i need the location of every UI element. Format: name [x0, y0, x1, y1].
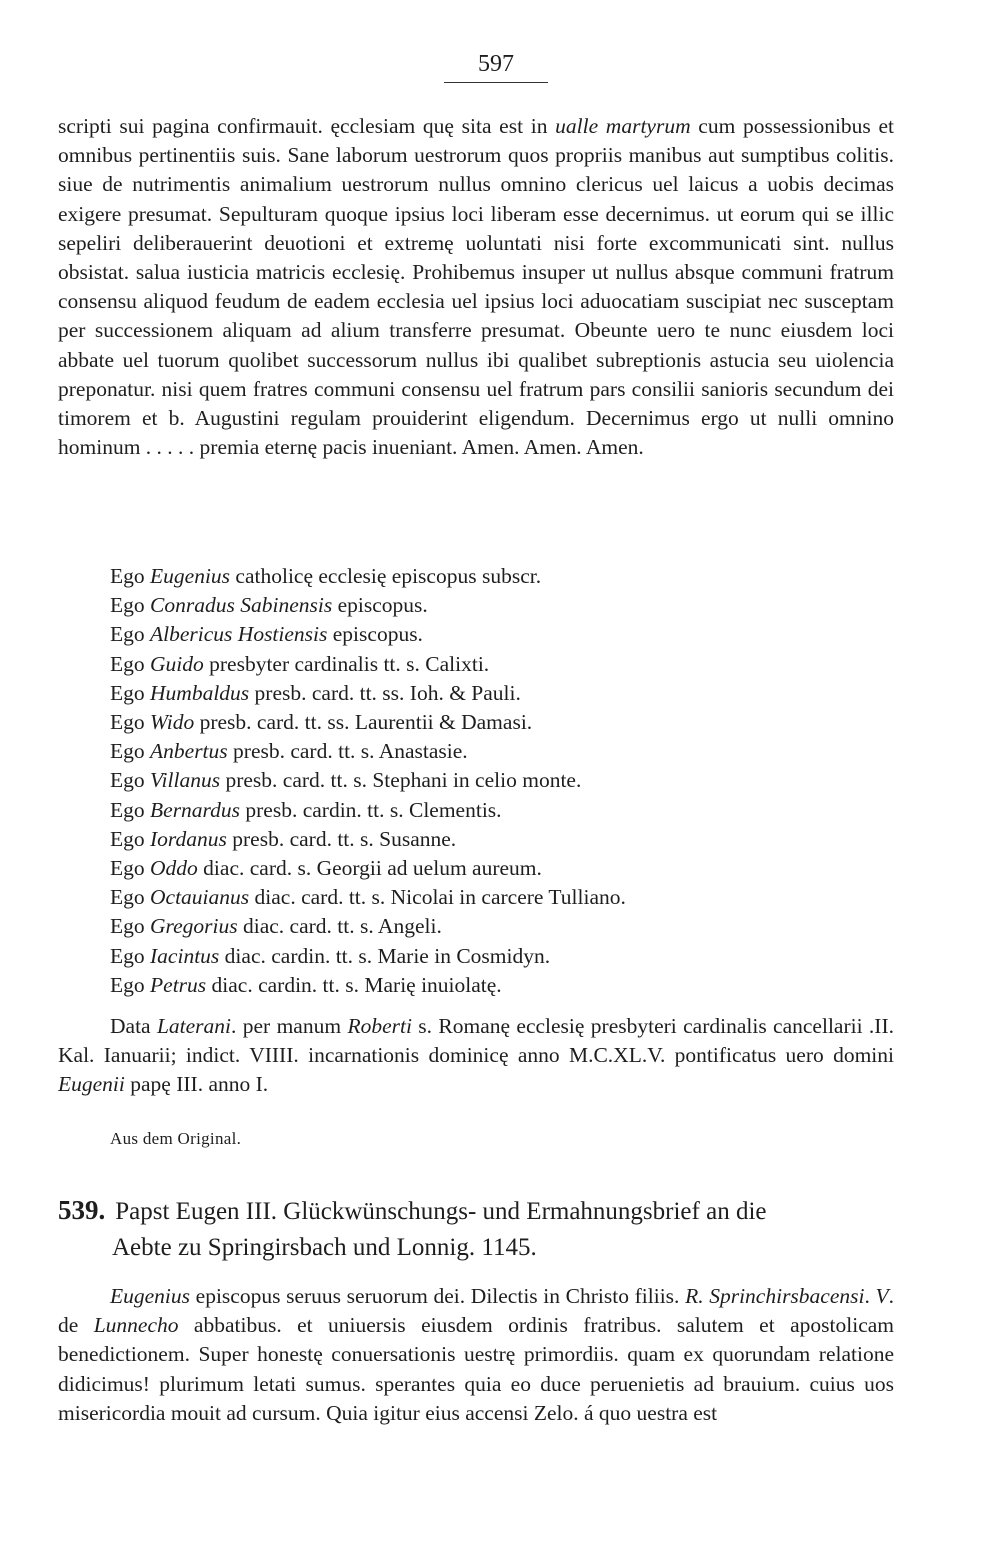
- signatory-name: Anbertus: [150, 739, 228, 764]
- signature-line: Ego Bernardus presb. cardin. tt. s. Clementis.: [110, 797, 502, 822]
- signatory-name: Villanus: [150, 768, 221, 793]
- place-name: Lunnecho: [93, 1313, 179, 1338]
- signature-line: Ego Iordanus presb. card. tt. s. Susanne.: [110, 826, 457, 851]
- person-name: Eugenius: [110, 1284, 191, 1308]
- signatory-name: Bernardus: [150, 797, 240, 822]
- place-name: ualle martyrum: [555, 114, 691, 138]
- signatory-name: Wido: [150, 710, 195, 735]
- signature-line: Ego Villanus presb. card. tt. s. Stephani in celio monte.: [110, 768, 582, 793]
- text-run: cum possessionibus et omnibus pertinentiis suis. Sane laborum uestrorum quos propriis manibus aut sumptibus colitis. siue de nutrimentis animalium uestrorum nullus omnino clericus uel laicus a uobis decimas exigere presumat. Sepulturam quoque ipsius loci liberam esse decernimus. ut eorum qui se illic sepeliri deliberauerint deuotioni et extremę uoluntati nisi forte excommunicati sint. nullus obsistat. salua iusticia matricis ecclesię. Prohibemus insuper ut nullus absque communi fratrum consensu aliquod feudum de eadem ecclesia uel ipsius loci aduocatiam suscipiat nec susceptam per successionem aliquam ad alium transferre presumat. Obeunte uero te nunc eiusdem loci abbate uel tuorum quolibet successorum nullus ibi qualibet subreptionis astucia seu uiolencia preponatur. nisi quem fratres communi consensu uel fratrum pars consilii sanioris secundum dei timorem et b. Augustini regulam prouiderint eligendum. Decernimus ergo ut nulli omnino hominum . . . . . premia eternę pacis inueniant. Amen. Amen. Amen.: [58, 114, 894, 460]
- heading-title-line: Aebte zu Springirsbach und Lonnig. 1145.: [112, 1234, 537, 1261]
- signatory-name: Oddo: [150, 856, 198, 881]
- signature-line: Ego Petrus diac. cardin. tt. s. Marię inuiolatę.: [110, 972, 502, 997]
- letter-body-paragraph: Eugenius episcopus seruus seruorum dei. Dilectis in Christo filiis. R. Sprinchirsbacensi. V. de Lunnecho abbatibus. et uniuersis eiusdem ordinis fratribus. salutem et apostolicam benedictionem. Super honestę conuersationis uestrę primordiis. quam ex quorundam relatione didicimus! plurimum letati sumus. sperantes quia eo duce peruenietis ad brauium. cuius uos misericordia mouit ad cursum. Quia igitur eius accensi Zelo. á quo uestra est: [58, 1284, 895, 1425]
- text-run: scripti sui pagina confirmauit. ęcclesiam quę sita est in: [58, 114, 556, 138]
- signatory-name: Humbaldus: [150, 680, 250, 705]
- dating-clause: Data Laterani. per manum Roberti s. Romanę ecclesię presbyteri cardinalis cancellarii .II. Kal. Ianuarii; indict. VIIII. incarnationis dominicę anno M.C.XL.V. pontificatus uero domini Eugenii papę III. anno I.: [58, 1014, 894, 1097]
- document-number: 539.: [58, 1195, 106, 1225]
- signatory-name: Iacintus: [150, 943, 220, 968]
- person-name: R. Sprinchirsbacensi: [685, 1284, 865, 1308]
- person-name: Roberti: [347, 1014, 412, 1038]
- person-name: Eugenii: [58, 1072, 125, 1097]
- signatory-name: Eugenius: [150, 564, 231, 588]
- signature-line: Ego Albericus Hostiensis episcopus.: [110, 622, 423, 647]
- signature-line: Ego Octauianus diac. card. tt. s. Nicolai in carcere Tulliano.: [110, 885, 626, 910]
- charter-body-paragraph: [58, 112, 894, 462]
- signature-line: Ego Wido presb. card. tt. ss. Laurentii & Damasi.: [110, 710, 533, 735]
- signature-line: Ego Humbaldus presb. card. tt. ss. Ioh. & Pauli.: [110, 680, 521, 705]
- signature-line: Ego Guido presbyter cardinalis tt. s. Calixti.: [110, 651, 490, 676]
- place-name: Laterani: [156, 1014, 232, 1038]
- page-number: 597: [444, 50, 548, 83]
- signatory-name: Iordanus: [150, 826, 227, 851]
- signature-line: Ego Gregorius diac. card. tt. s. Angeli.: [110, 914, 442, 939]
- signature-line: Ego Anbertus presb. card. tt. s. Anastasie.: [110, 739, 468, 764]
- document-heading: [58, 1192, 898, 1266]
- signatory-name: Gregorius: [150, 914, 238, 939]
- signatory-name: Octauianus: [150, 885, 250, 910]
- signatory-name: Conradus Sabinensis: [150, 593, 333, 618]
- heading-title-line: Papst Eugen III. Glückwünschungs- und Ermahnungsbrief an die: [115, 1198, 767, 1225]
- signatory-name: Guido: [150, 651, 204, 676]
- signatory-name: Petrus: [150, 972, 207, 997]
- signature-line: Ego Eugenius catholicę ecclesię episcopus subscr.: [110, 564, 542, 588]
- signature-line: Ego Iacintus diac. cardin. tt. s. Marie in Cosmidyn.: [110, 943, 551, 968]
- signature-line: Ego Oddo diac. card. s. Georgii ad uelum aureum.: [110, 856, 542, 881]
- signatory-name: Albericus Hostiensis: [150, 622, 328, 647]
- signature-list: [58, 562, 894, 1000]
- person-name: V: [875, 1284, 889, 1308]
- signature-line: Ego Conradus Sabinensis episcopus.: [110, 593, 428, 618]
- source-note: Aus dem Original.: [110, 1129, 242, 1148]
